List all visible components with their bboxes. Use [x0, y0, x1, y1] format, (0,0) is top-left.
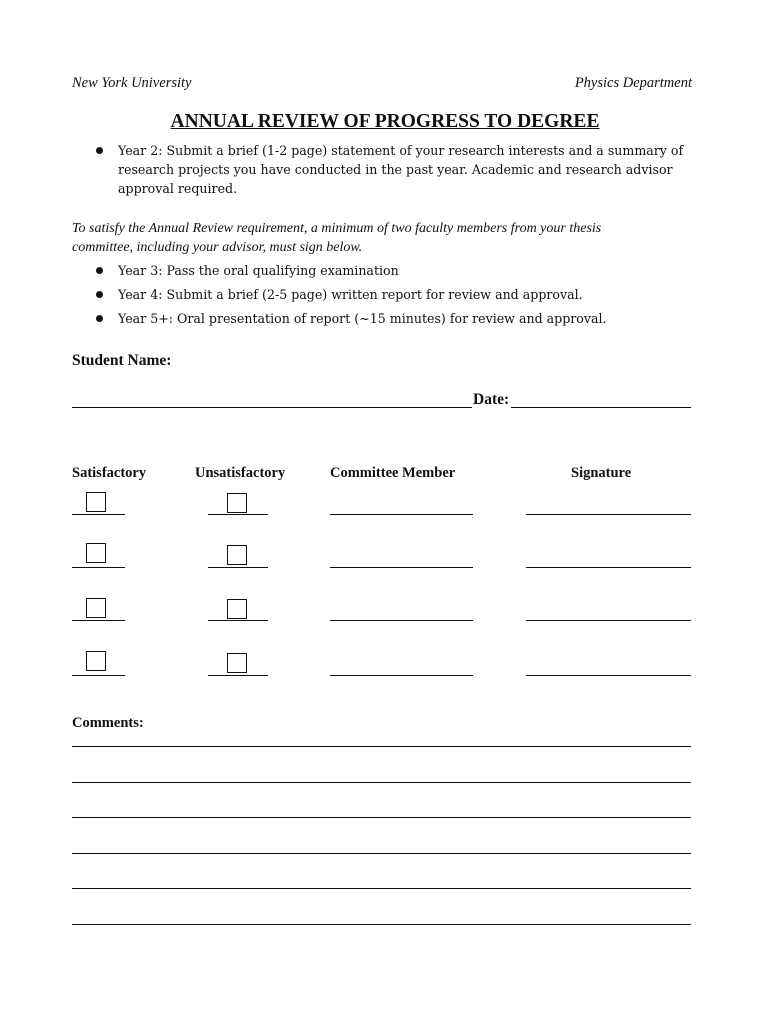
- unsatisfactory-underline: [208, 514, 268, 515]
- student-name-field[interactable]: [72, 407, 472, 408]
- list-item: [93, 285, 693, 304]
- note-line-1: To satisfy the Annual Review requirement, a minimum of two faculty members from your thesis: [72, 221, 602, 236]
- list-item: [93, 309, 693, 328]
- unsatisfactory-underline: [208, 675, 268, 676]
- date-label: Date:: [473, 391, 510, 408]
- satisfactory-header: Satisfactory: [72, 465, 147, 481]
- list-item: [93, 141, 693, 198]
- satisfactory-checkbox[interactable]: [86, 598, 106, 618]
- year2-line-1: Year 2: Submit a brief (1-2 page) statement of your research interests and a summary of: [118, 143, 684, 158]
- unsatisfactory-checkbox[interactable]: [227, 653, 247, 673]
- requirement-year3: Year 3: Pass the oral qualifying examination: [118, 263, 399, 278]
- unsatisfactory-checkbox[interactable]: [227, 599, 247, 619]
- requirement-year4: Year 4: Submit a brief (2-5 page) written report for review and approval.: [118, 287, 583, 302]
- satisfactory-underline: [72, 514, 125, 515]
- requirement-year5: Year 5+: Oral presentation of report (~15 minutes) for review and approval.: [118, 311, 607, 326]
- year2-line-3: approval required.: [118, 181, 238, 196]
- satisfactory-underline: [72, 675, 125, 676]
- comment-line[interactable]: [72, 888, 691, 889]
- department-name: Physics Department: [574, 75, 692, 91]
- date-field[interactable]: [511, 407, 691, 408]
- requirements-list: [93, 261, 693, 333]
- list-item: [93, 261, 693, 280]
- satisfactory-checkbox[interactable]: [86, 651, 106, 671]
- signature-field[interactable]: [526, 514, 691, 515]
- comment-line[interactable]: [72, 924, 691, 925]
- signature-field[interactable]: [526, 620, 691, 621]
- committee-member-field[interactable]: [330, 514, 473, 515]
- year2-line-2: research projects you have conducted in the past year. Academic and research advisor: [118, 162, 673, 177]
- satisfactory-underline: [72, 620, 125, 621]
- bullet-icon: [96, 315, 103, 322]
- page-title: ANNUAL REVIEW OF PROGRESS TO DEGREE: [170, 111, 600, 132]
- committee-member-field[interactable]: [330, 567, 473, 568]
- signature-header: Signature: [571, 465, 632, 481]
- unsatisfactory-underline: [208, 620, 268, 621]
- bullet-icon: [96, 267, 103, 274]
- note-line-2: committee, including your advisor, must sign below.: [72, 240, 363, 255]
- bullet-icon: [96, 291, 103, 298]
- unsatisfactory-underline: [208, 567, 268, 568]
- comment-line[interactable]: [72, 817, 691, 818]
- comments-label: Comments:: [72, 715, 144, 731]
- comment-line[interactable]: [72, 853, 691, 854]
- committee-member-field[interactable]: [330, 675, 473, 676]
- satisfactory-checkbox[interactable]: [86, 543, 106, 563]
- unsatisfactory-checkbox[interactable]: [227, 545, 247, 565]
- comment-line[interactable]: [72, 746, 691, 747]
- committee-member-header: Committee Member: [330, 465, 456, 481]
- satisfactory-checkbox[interactable]: [86, 492, 106, 512]
- unsatisfactory-checkbox[interactable]: [227, 493, 247, 513]
- signature-field[interactable]: [526, 567, 691, 568]
- comment-line[interactable]: [72, 782, 691, 783]
- student-name-label: Student Name:: [72, 352, 172, 369]
- signature-requirement-note: [72, 219, 692, 257]
- signature-field[interactable]: [526, 675, 691, 676]
- year2-requirement: [93, 141, 693, 198]
- bullet-icon: [96, 147, 103, 154]
- unsatisfactory-header: Unsatisfactory: [195, 465, 286, 481]
- satisfactory-underline: [72, 567, 125, 568]
- university-name: New York University: [72, 75, 192, 91]
- committee-member-field[interactable]: [330, 620, 473, 621]
